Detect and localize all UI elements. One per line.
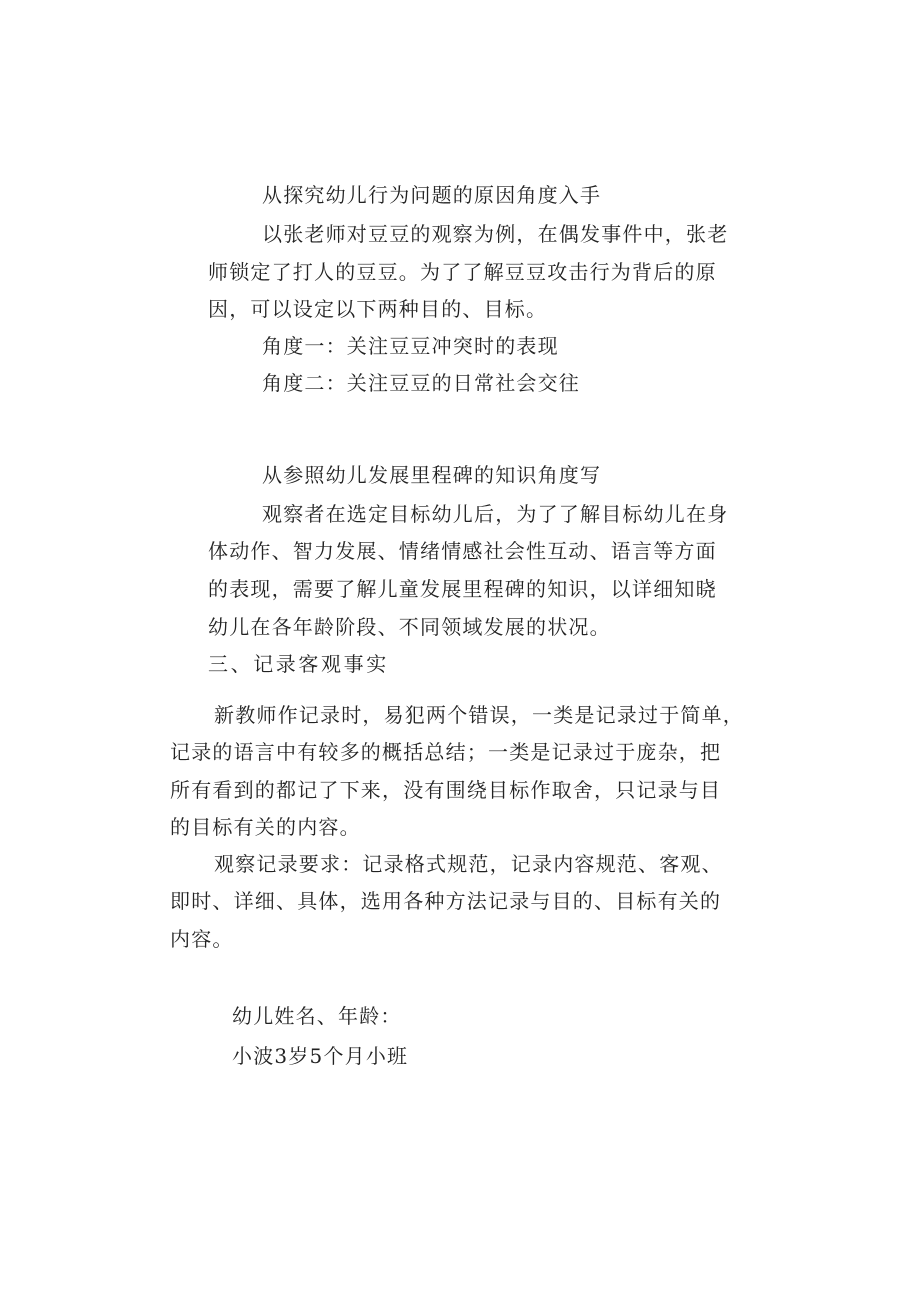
section1-para-line: 因，可以设定以下两种目的、目标。 xyxy=(208,297,548,321)
section3-para2-line: 内容。 xyxy=(170,927,234,951)
section3-para1-line: 新教师作记录时，易犯两个错误，一类是记录过于简单， xyxy=(214,703,744,727)
section3-para2-line: 观察记录要求：记录格式规范，记录内容规范、客观、 xyxy=(214,852,723,876)
section2-para-line: 体动作、智力发展、情绪情感社会性互动、语言等方面 xyxy=(208,539,717,563)
section2-para-line: 观察者在选定目标幼儿后，为了了解目标幼儿在身 xyxy=(262,502,729,526)
section3-para2-line: 即时、详细、具体，选用各种方法记录与目的、目标有关的 xyxy=(170,889,722,913)
section1-para-line: 以张老师对豆豆的观察为例，在偶发事件中，张老 xyxy=(262,222,729,246)
section1-angle-one: 角度一：关注豆豆冲突时的表现 xyxy=(262,334,559,358)
section1-angle-two: 角度二：关注豆豆的日常社会交往 xyxy=(262,371,580,395)
section2-para-line: 幼儿在各年龄阶段、不同领域发展的状况。 xyxy=(208,615,611,639)
section3-para1-line: 所有看到的都记了下来，没有围绕目标作取舍，只记录与目 xyxy=(170,778,722,802)
record-label: 幼儿姓名、年龄： xyxy=(232,1004,402,1028)
section1-heading: 从探究幼儿行为问题的原因角度入手 xyxy=(262,183,602,207)
record-value: 小波3岁5个月小班 xyxy=(232,1044,409,1068)
section1-para-line: 师锁定了打人的豆豆。为了了解豆豆攻击行为背后的原 xyxy=(208,260,717,284)
section3-para1-line: 记录的语言中有较多的概括总结；一类是记录过于庞杂，把 xyxy=(170,740,722,764)
section3-para1-line: 的目标有关的内容。 xyxy=(170,815,361,839)
section2-para-line: 的表现，需要了解儿童发展里程碑的知识，以详细知晓 xyxy=(208,577,717,601)
section2-heading: 从参照幼儿发展里程碑的知识角度写 xyxy=(262,463,602,487)
section3-heading: 三、记录客观事实 xyxy=(208,652,389,676)
